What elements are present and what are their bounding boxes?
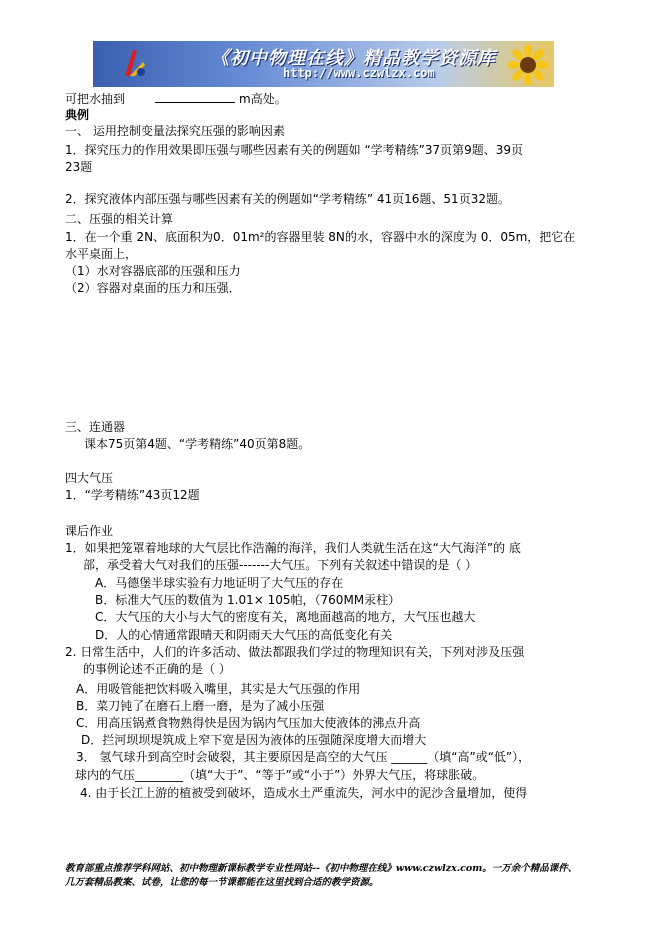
option-line: D．拦河坝坝堤筑成上窄下宽是因为液体的压强随深度增大而增大 bbox=[81, 733, 427, 747]
text-line: 部，承受着大气对我们的压强-------大气压。下列有关叙述中错误的是（ ） bbox=[83, 558, 478, 572]
option-line: A．马德堡半球实验有力地证明了大气压的存在 bbox=[95, 576, 344, 590]
option-line: B．菜刀钝了在磨石上磨一磨，是为了减小压强 bbox=[76, 699, 325, 713]
text-line: 三、连通器 bbox=[65, 420, 126, 434]
text-line: 4. 由于长江上游的植被受到破坏，造成水土严重流失，河水中的泥沙含量增加，使得 bbox=[80, 786, 528, 800]
text-line: 四大气压 bbox=[65, 471, 114, 485]
sunflower-icon bbox=[508, 45, 548, 85]
text-line: 课本75页第4题、“学考精练”40页第8题。 bbox=[84, 437, 311, 451]
line-text: 可把水抽到 bbox=[65, 92, 126, 106]
option-line: C．用高压锅煮食物熟得快是因为锅内气压加大使液体的沸点升高 bbox=[76, 716, 421, 730]
text-line: 23题 bbox=[65, 160, 93, 174]
text-line: 1．“学考精练”43页12题 bbox=[65, 488, 200, 502]
option-line: C．大气压的大小与大气的密度有关，离地面越高的地方，大气压也越大 bbox=[95, 610, 476, 624]
text-line: 3． 氢气球升到高空时会破裂，其主要原因是高空的大气压 ______（填“高”或“低”）， bbox=[76, 750, 531, 764]
option-line: A．用吸管能把饮料吸入嘴里，其实是大气压强的作用 bbox=[76, 682, 361, 696]
banner-title: 《初中物理在线》精品教学资源库 bbox=[211, 48, 496, 69]
text-line: 2. 日常生活中，人们的许多活动、做法都跟我们学过的物理知识有关，下列对涉及压强 bbox=[65, 645, 525, 659]
option-line: D．人的心情通常跟晴天和阴雨天大气压的高低变化有关 bbox=[95, 628, 393, 642]
footer-line-2: 几万套精品教案、试卷，让您的每一节课都能在这里找到合适的教学资源。 bbox=[65, 877, 379, 888]
text-line: 1．探究压力的作用效果即压强与哪些因素有关的例题如 “学考精练”37页第9题、39页 bbox=[65, 143, 524, 157]
text-line: 的事例论述不正确的是（ ） bbox=[83, 662, 231, 676]
text-line: 2．探究液体内部压强与哪些因素有关的例题如“学考精练” 41页16题、51页32题。 bbox=[65, 192, 510, 206]
option-line: B．标准大气压的数值为 1.01× 105帕，（760MM汞柱） bbox=[95, 593, 401, 607]
text-line: 球内的气压________（填“大于”、“等于”或“小于”）外界大气压，将球胀破。 bbox=[75, 768, 485, 782]
text-line: 1．如果把笼罩着地球的大气层比作浩瀚的海洋，我们人类就生活在这“大气海洋”的 底 bbox=[65, 541, 521, 555]
footer-line-1: 教育部重点推荐学科网站、初中物理新课标教学专业性网站--《初中物理在线》www.czwlzx.com。一万余个精品课件、 bbox=[65, 863, 578, 874]
text-line: 课后作业 bbox=[65, 524, 114, 538]
answer-blank bbox=[155, 92, 235, 103]
banner-url[interactable]: http://www.czwlzx.com bbox=[283, 66, 435, 80]
site-logo-icon bbox=[121, 48, 147, 80]
line-text: m高处。 bbox=[239, 92, 287, 106]
text-line: （1）水对容器底部的压强和压力 bbox=[65, 264, 241, 278]
text-line: 1．在一个重 2N、底面积为0．01m²的容器里装 8N的水，容器中水的深度为 0．05m，把它在 bbox=[65, 230, 576, 244]
text-line: 一、 运用控制变量法探究压强的影响因素 bbox=[65, 124, 285, 138]
text-line bbox=[65, 92, 287, 107]
text-line: 二、压强的相关计算 bbox=[65, 212, 174, 226]
header-banner bbox=[93, 41, 554, 87]
text-line: 水平桌面上， bbox=[65, 247, 138, 261]
section-heading: 典例 bbox=[65, 108, 90, 122]
text-line: （2）容器对桌面的压力和压强． bbox=[65, 281, 241, 295]
